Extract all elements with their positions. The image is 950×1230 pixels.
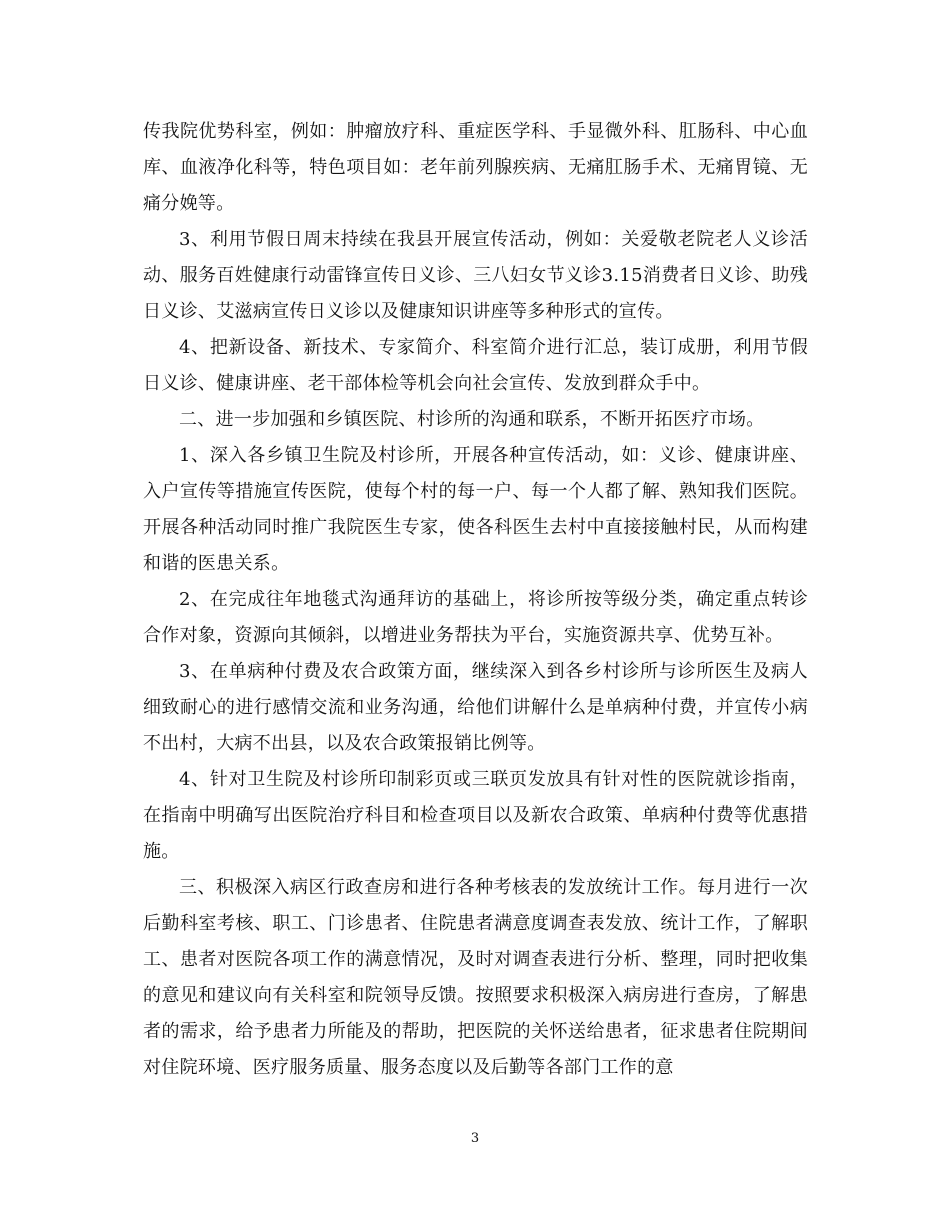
section-heading: 二、进一步加强和乡镇医院、村诊所的沟通和联系，不断开拓医疗市场。 [179, 409, 765, 430]
paragraph: 3、在单病种付费及农合政策方面，继续深入到各乡村诊所与诊所医生及病人细致耐心的进行感情交流和业务沟通，给他们讲解什么是单病种付费，并宣传小病不出村，大病不出县，以及农合政策报销比例等。 [143, 661, 808, 754]
paragraph: 传我院优势科室，例如：肿瘤放疗科、重症医学科、手显微外科、肛肠科、中心血库、血液净化科等，特色项目如：老年前列腺疾病、无痛肛肠手术、无痛胃镜、无痛分娩等。 [143, 121, 808, 214]
page-number: 3 [470, 1131, 480, 1146]
paragraph: 三、积极深入病区行政查房和进行各种考核表的发放统计工作。每月进行一次后勤科室考核、职工、门诊患者、住院患者满意度调查表发放、统计工作，了解职工、患者对医院各项工作的满意情况，及时对调查表进行分析、整理，同时把收集的意见和建议向有关科室和院领导反馈。按照要求积极深入病房进行查房，了解患者的需求，给予患者力所能及的帮助，把医院的关怀送给患者，征求患者住院期间对住院环境、医疗服务质量、服务态度以及后勤等各部门工作的意 [143, 877, 808, 1078]
paragraph: 4、把新设备、新技术、专家简介、科室简介进行汇总，装订成册，利用节假日义诊、健康讲座、老干部体检等机会向社会宣传、发放到群众手中。 [143, 337, 808, 394]
paragraph: 4、针对卫生院及村诊所印制彩页或三联页发放具有针对性的医院就诊指南，在指南中明确写出医院治疗科目和检查项目以及新农合政策、单病种付费等优惠措施。 [143, 769, 808, 862]
paragraph: 3、利用节假日周末持续在我县开展宣传活动，例如：关爱敬老院老人义诊活动、服务百姓健康行动雷锋宣传日义诊、三八妇女节义诊3.15消费者日义诊、助残日义诊、艾滋病宣传日义诊以及健康知识讲座等多种形式的宣传。 [143, 229, 808, 322]
paragraph: 1、深入各乡镇卫生院及村诊所，开展各种宣传活动，如：义诊、健康讲座、入户宣传等措施宣传医院，使每个村的每一户、每一个人都了解、熟知我们医院。开展各种活动同时推广我院医生专家，使各科医生去村中直接接触村民，从而构建和谐的医患关系。 [143, 445, 808, 574]
paragraph: 2、在完成往年地毯式沟通拜访的基础上，将诊所按等级分类，确定重点转诊合作对象，资源向其倾斜，以增进业务帮扶为平台，实施资源共享、优势互补。 [143, 589, 808, 646]
document-body [143, 114, 808, 1086]
